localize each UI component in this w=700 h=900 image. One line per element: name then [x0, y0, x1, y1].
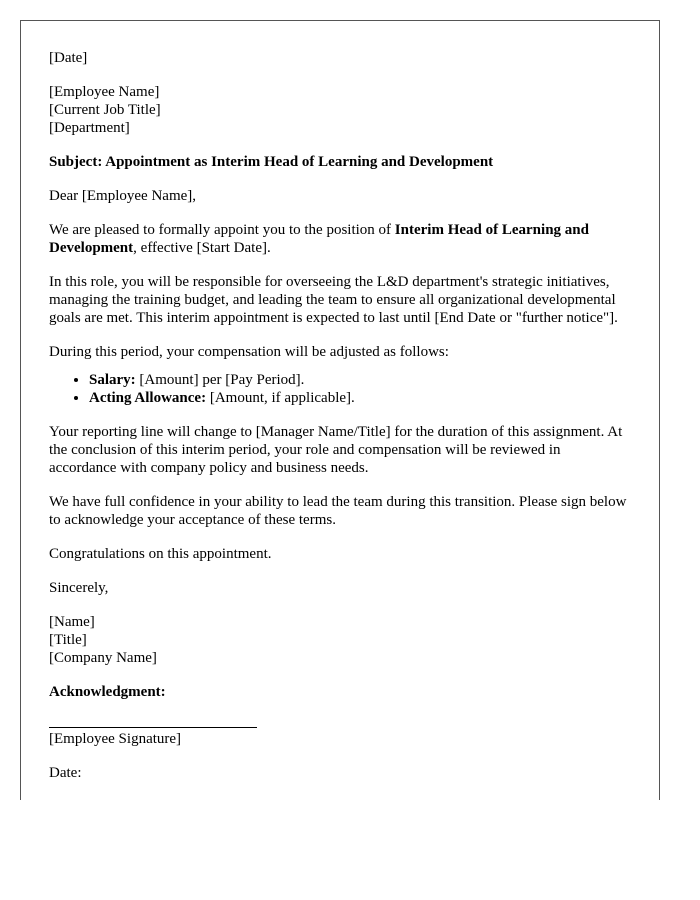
letter-page: [20, 20, 660, 800]
acknowledgment-heading: Acknowledgment:: [49, 684, 166, 700]
intro-paragraph: [49, 221, 631, 257]
compensation-list: [49, 371, 631, 407]
recipient-title: [Current Job Title]: [49, 102, 161, 118]
congratulations-line: Congratulations on this appointment.: [49, 546, 272, 562]
closing: Sincerely,: [49, 580, 109, 596]
confidence-paragraph: We have full confidence in your ability to lead the team during this transition. Please sign below to acknowledge your acceptance of these terms.: [49, 494, 627, 528]
sender-block: [49, 613, 631, 667]
compensation-allowance-label: Acting Allowance:: [89, 390, 207, 406]
compensation-salary-label: Salary:: [89, 372, 136, 388]
sender-company: [Company Name]: [49, 650, 157, 666]
intro-position-title: Interim Head of Learning and Development: [49, 222, 589, 256]
compensation-allowance-value: [Amount, if applicable].: [206, 390, 355, 406]
compensation-intro: During this period, your compensation will be adjusted as follows:: [49, 344, 449, 360]
subject-line: Subject: Appointment as Interim Head of Learning and Development: [49, 154, 494, 170]
sender-title: [Title]: [49, 632, 87, 648]
list-item: [89, 371, 631, 389]
list-item: [89, 389, 631, 407]
reporting-paragraph: Your reporting line will change to [Manager Name/Title] for the duration of this assignment. At the conclusion of this interim period, your role and compensation will be reviewed in accordance with company policy and business needs.: [49, 424, 623, 476]
intro-text-before: We are pleased to formally appoint you to the position of: [49, 222, 395, 238]
date-label: Date:: [49, 765, 82, 781]
responsibilities-paragraph: In this role, you will be responsible for overseeing the L&D department's strategic initiatives, managing the training budget, and leading the team to ensure all organizational developmental goals are met. This interim appointment is expected to last until [End Date or "further notice"].: [49, 274, 618, 326]
letter-date: [Date]: [49, 50, 88, 66]
sender-name: [Name]: [49, 614, 95, 630]
intro-text-after: , effective [Start Date].: [133, 240, 271, 256]
letter-body: [49, 49, 631, 798]
recipient-department: [Department]: [49, 120, 130, 136]
signature-label: [Employee Signature]: [49, 731, 182, 747]
recipient-block: [49, 83, 631, 137]
recipient-name: [Employee Name]: [49, 84, 160, 100]
compensation-salary-value: [Amount] per [Pay Period].: [135, 372, 305, 388]
salutation: Dear [Employee Name],: [49, 188, 197, 204]
signature-line: [49, 727, 257, 728]
